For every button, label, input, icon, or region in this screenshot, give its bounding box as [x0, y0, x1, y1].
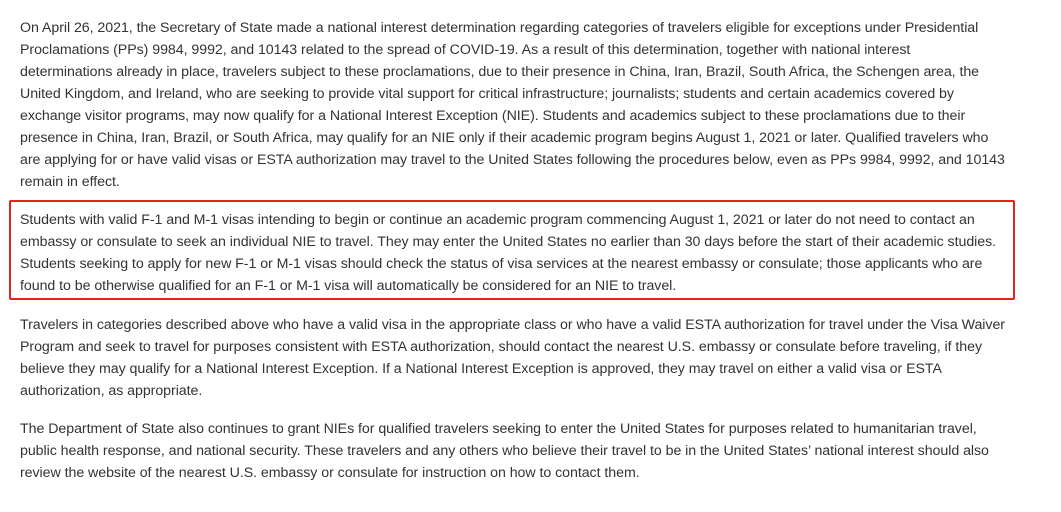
paragraph-travelers-valid-visa: Travelers in categories described above who have a valid visa in the appropriate class or who have a valid ESTA authorization for travel under the Visa Waiver Program and seek to travel for purposes consistent with ESTA authorization, should contact the nearest U.S. embassy or consulate before traveling, if they believe they may qualify for a National Interest Exception. If a National Interest Exception is approved, they may travel on either a valid visa or ESTA authorization, as appropriate. [20, 317, 1005, 399]
document-body [20, 17, 1005, 210]
paragraph-nie-determination: On April 26, 2021, the Secretary of State made a national interest determination regarding categories of travelers eligible for exceptions under Presidential Proclamations (PPs) 9984, 9992, and 10143 related to the spread of COVID-19. As a result of this determination, together with national interest determinations already in place, travelers subject to these proclamations, due to their presence in China, Iran, Brazil, South Africa, the Schengen area, the United Kingdom, and Ireland, who are seeking to provide vital support for critical infrastructure; journalists; students and certain academics covered by exchange visitor programs, may now qualify for a National Interest Exception (NIE). Students and academics subject to these proclamations due to their presence in China, Iran, Brazil, or South Africa, may qualify for an NIE only if their academic program begins August 1, 2021 or later. Qualified travelers who are applying for or have valid visas or ESTA authorization may travel to the United States following the procedures below, even as PPs 9984, 9992, and 10143 remain in effect. [20, 20, 1005, 190]
paragraph-students-highlighted: Students with valid F-1 and M-1 visas intending to begin or continue an academic program commencing August 1, 2021 or later do not need to contact an embassy or consulate to seek an individual NIE to travel. They may enter the United States no earlier than 30 days before the start of their academic studies. Students seeking to apply for new F-1 or M-1 visas should check the status of visa services at the nearest embassy or consulate; those applicants who are found to be otherwise qualified for an F-1 or M-1 visa will automatically be considered for an NIE to travel. [20, 212, 997, 294]
paragraph-department-of-state: The Department of State also continues to grant NIEs for qualified travelers seeking to enter the United States for purposes related to humanitarian travel, public health response, and national security. These travelers and any others who believe their travel to be in the United States’ national interest should also review the website of the nearest U.S. embassy or consulate for instruction on how to contact them. [20, 421, 989, 481]
